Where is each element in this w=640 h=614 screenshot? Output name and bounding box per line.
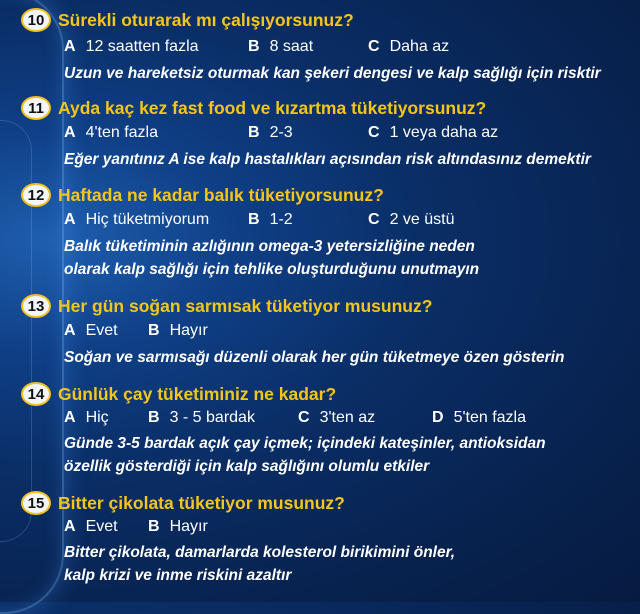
option-text: 2 ve üstü	[389, 211, 455, 228]
option-key: B	[248, 211, 260, 228]
question-note	[64, 148, 591, 171]
question-title: Haftada ne kadar balık tüketiyorsunuz?	[58, 185, 384, 205]
option-text: 5'ten fazla	[453, 409, 526, 426]
option-text: Evet	[85, 322, 118, 339]
option-key: C	[298, 409, 310, 426]
note-line: Günde 3-5 bardak açık çay içmek; içindeki kateşinler, antioksidan	[64, 435, 546, 452]
note-line: Soğan ve sarmısağı düzenli olarak her gün tüketmeye özen gösterin	[64, 349, 565, 366]
option-text: 12 saatten fazla	[85, 38, 199, 55]
option-key: A	[64, 518, 76, 535]
question-note	[64, 541, 455, 587]
question-note	[64, 235, 479, 281]
question-title: Bitter çikolata tüketiyor musunuz?	[58, 493, 345, 513]
option-key: C	[368, 211, 380, 228]
answer-option	[368, 36, 449, 58]
option-text: Hayır	[169, 322, 208, 339]
option-key: C	[368, 38, 380, 55]
answer-option	[368, 209, 455, 231]
decorative-glow-shape-inner	[0, 120, 32, 542]
answer-option	[432, 407, 526, 429]
question-note	[64, 432, 546, 478]
answer-option	[248, 36, 313, 58]
question-number-badge: 10	[21, 8, 51, 32]
option-key: B	[148, 518, 160, 535]
question-number-badge: 14	[21, 382, 51, 406]
note-line: Uzun ve hareketsiz oturmak kan şekeri dengesi ve kalp sağlığı için risktir	[64, 65, 601, 82]
option-text: 3'ten az	[319, 409, 376, 426]
option-text: 2-3	[269, 124, 293, 141]
question-title: Sürekli oturarak mı çalışıyorsunuz?	[58, 10, 354, 30]
option-text: 1-2	[269, 211, 293, 228]
option-text: Hiç tüketmiyorum	[85, 211, 210, 228]
option-key: B	[148, 322, 160, 339]
answer-option	[64, 36, 199, 58]
note-line: Bitter çikolata, damarlarda kolesterol birikimini önler,	[64, 544, 456, 561]
answer-option	[64, 209, 209, 231]
option-text: Daha az	[389, 38, 450, 55]
option-text: 3 - 5 bardak	[169, 409, 255, 426]
option-key: A	[64, 124, 76, 141]
answer-option	[148, 407, 255, 429]
answer-option	[298, 407, 375, 429]
answer-option	[64, 320, 118, 342]
option-text: Evet	[85, 518, 118, 535]
answer-option	[148, 516, 208, 538]
option-key: C	[368, 124, 380, 141]
answer-option	[248, 122, 293, 144]
question-note	[64, 62, 601, 85]
note-line: Balık tüketiminin azlığının omega-3 yetersizliğine neden	[64, 238, 475, 255]
note-line: özellik gösterdiği için kalp sağlığını olumlu etkiler	[64, 458, 430, 475]
answer-option	[64, 122, 158, 144]
question-number-badge: 15	[21, 491, 51, 515]
question-title: Ayda kaç kez fast food ve kızartma tüketiyorsunuz?	[58, 98, 487, 118]
option-key: B	[248, 38, 260, 55]
option-key: B	[148, 409, 160, 426]
option-key: B	[248, 124, 260, 141]
answer-option	[64, 407, 109, 429]
option-text: Hayır	[169, 518, 208, 535]
answer-option	[148, 320, 208, 342]
option-key: A	[64, 409, 76, 426]
option-key: D	[432, 409, 444, 426]
option-text: Hiç	[85, 409, 109, 426]
option-text: 8 saat	[269, 38, 314, 55]
question-title: Her gün soğan sarmısak tüketiyor musunuz?	[58, 296, 433, 316]
option-text: 1 veya daha az	[389, 124, 499, 141]
note-line: olarak kalp sağlığı için tehlike oluşturduğunu unutmayın	[64, 261, 480, 278]
question-note	[64, 346, 564, 369]
note-line: Eğer yanıtınız A ise kalp hastalıkları açısından risk altındasınız demektir	[64, 151, 591, 168]
question-number-badge: 11	[21, 96, 51, 120]
question-title: Günlük çay tüketiminiz ne kadar?	[58, 384, 337, 404]
answer-option	[368, 122, 498, 144]
option-key: A	[64, 38, 76, 55]
question-number-badge: 12	[21, 183, 51, 207]
answer-option	[64, 516, 118, 538]
option-key: A	[64, 322, 76, 339]
answer-option	[248, 209, 293, 231]
option-key: A	[64, 211, 76, 228]
note-line: kalp krizi ve inme riskini azaltır	[64, 567, 292, 584]
question-number-badge: 13	[21, 294, 51, 318]
option-text: 4'ten fazla	[85, 124, 158, 141]
